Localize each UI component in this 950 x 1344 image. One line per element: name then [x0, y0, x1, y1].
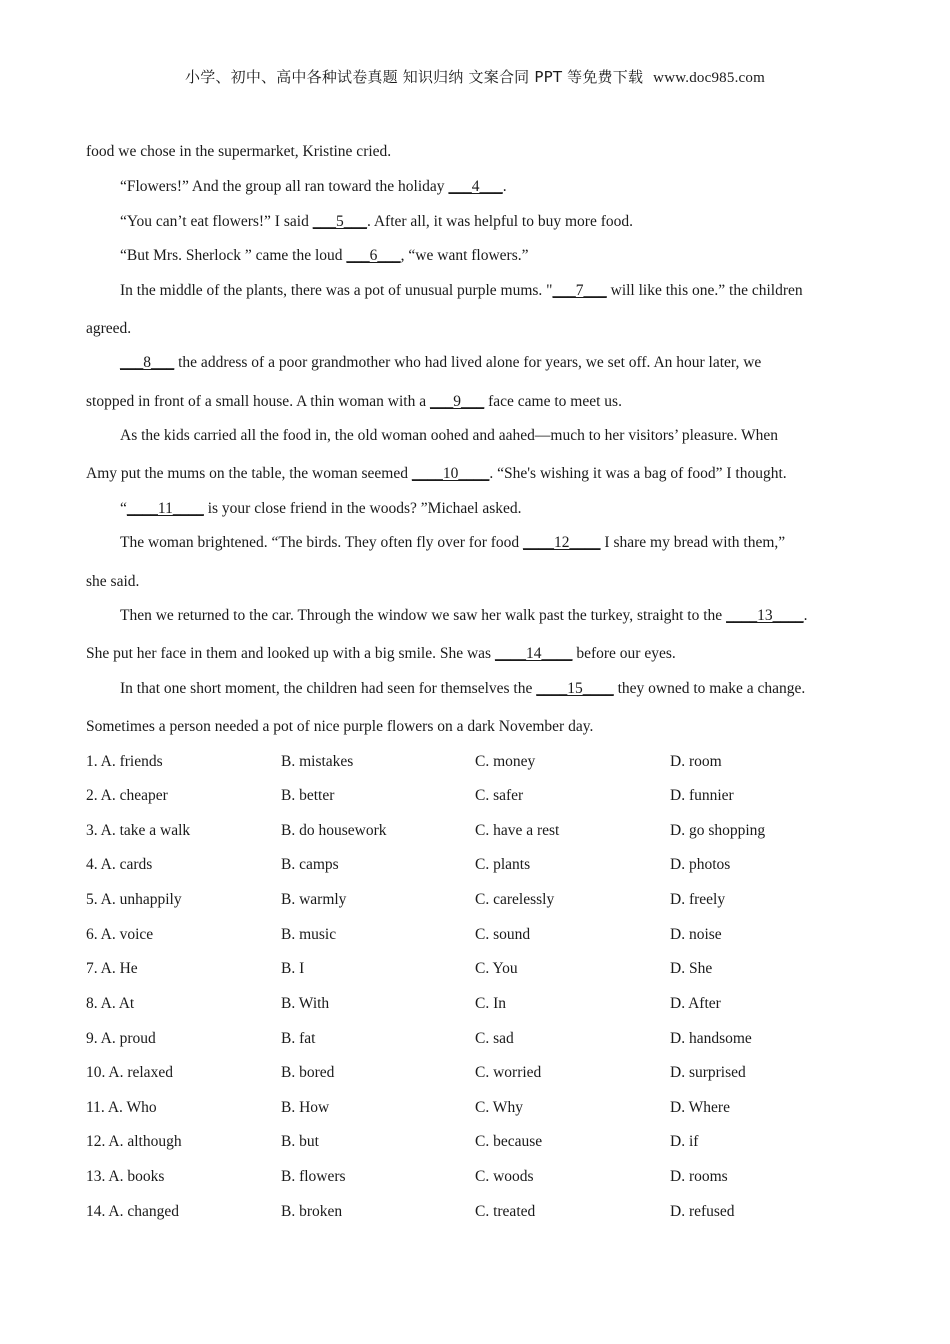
- option-b: B. warmly: [281, 891, 347, 908]
- passage-line-5: In the middle of the plants, there was a pot of unusual purple mums. "___7___ will like this one.” the children: [120, 282, 803, 299]
- blank-12: ____12____: [523, 534, 601, 551]
- option-c: C. worried: [475, 1064, 542, 1081]
- option-c: C. money: [475, 753, 536, 770]
- option-c: C. treated: [475, 1203, 536, 1220]
- blank-9: ___9___: [429, 393, 485, 410]
- option-c: C. plants: [475, 856, 531, 873]
- option-a: 14. A. changed: [86, 1203, 179, 1220]
- option-d: D. photos: [670, 856, 731, 873]
- option-c: C. You: [475, 960, 518, 977]
- option-a: 1. A. friends: [86, 753, 163, 770]
- passage-line-13: she said.: [86, 573, 140, 590]
- option-b: B. but: [281, 1133, 319, 1150]
- option-c: C. sound: [475, 926, 531, 943]
- option-d: D. handsome: [670, 1030, 752, 1047]
- option-b: B. mistakes: [281, 753, 354, 770]
- blank-4: ___4___: [448, 178, 503, 195]
- option-d: D. rooms: [670, 1168, 728, 1185]
- option-c: C. safer: [475, 787, 524, 804]
- passage-line-1: food we chose in the supermarket, Kristine cried.: [86, 143, 392, 160]
- option-b: B. do housework: [281, 822, 387, 839]
- option-d: D. if: [670, 1133, 699, 1150]
- option-c: C. Why: [475, 1099, 523, 1116]
- option-row-9: [86, 1029, 866, 1049]
- option-d: D. funnier: [670, 787, 734, 804]
- option-a: 11. A. Who: [86, 1099, 157, 1116]
- option-c: C. In: [475, 995, 506, 1012]
- option-c: C. sad: [475, 1030, 514, 1047]
- blank-10: ____10____: [411, 465, 490, 482]
- option-c: C. carelessly: [475, 891, 555, 908]
- blank-8: ___8___: [120, 354, 175, 371]
- option-a: 12. A. although: [86, 1133, 182, 1150]
- option-row-4: [86, 855, 866, 875]
- passage-line-2: “Flowers!” And the group all ran toward the holiday ___4___.: [120, 178, 507, 195]
- blank-14: ____14____: [494, 645, 573, 662]
- option-d: D. surprised: [670, 1064, 746, 1081]
- passage-line-17: Sometimes a person needed a pot of nice purple flowers on a dark November day.: [86, 718, 594, 735]
- blank-15: ____15____: [536, 680, 614, 697]
- option-a: 6. A. voice: [86, 926, 154, 943]
- option-row-8: [86, 994, 866, 1014]
- passage-line-8: stopped in front of a small house. A thin woman with a ___9___ face came to meet us.: [86, 393, 622, 410]
- passage-line-15: She put her face in them and looked up with a big smile. She was ____14____ before our eyes.: [86, 645, 676, 662]
- option-b: B. I: [281, 960, 305, 977]
- option-row-12: [86, 1132, 866, 1152]
- option-b: B. camps: [281, 856, 339, 873]
- option-c: C. woods: [475, 1168, 534, 1185]
- option-row-14: [86, 1202, 866, 1222]
- option-d: D. noise: [670, 926, 722, 943]
- passage-line-4: “But Mrs. Sherlock ” came the loud ___6___, “we want flowers.”: [120, 247, 529, 264]
- header-banner: 小学、初中、高中各种试卷真题 知识归纳 文案合同 PPT 等免费下载: [185, 68, 644, 86]
- option-a: 3. A. take a walk: [86, 822, 191, 839]
- option-b: B. fat: [281, 1030, 316, 1047]
- option-row-10: [86, 1063, 866, 1083]
- passage-line-11: “____11____ is your close friend in the woods? ”Michael asked.: [120, 500, 522, 517]
- option-a: 2. A. cheaper: [86, 787, 168, 804]
- option-d: D. freely: [670, 891, 726, 908]
- option-a: 13. A. books: [86, 1168, 165, 1185]
- blank-6: ___6___: [346, 247, 401, 264]
- passage-line-16: In that one short moment, the children had seen for themselves the ____15____ they owned to make a change.: [120, 680, 806, 697]
- option-b: B. better: [281, 787, 335, 804]
- option-a: 4. A. cards: [86, 856, 153, 873]
- option-a: 7. A. He: [86, 960, 138, 977]
- option-b: B. flowers: [281, 1168, 346, 1185]
- option-d: D. She: [670, 960, 713, 977]
- option-d: D. After: [670, 995, 721, 1012]
- option-row-13: [86, 1167, 866, 1187]
- option-d: D. Where: [670, 1099, 730, 1116]
- option-b: B. How: [281, 1099, 330, 1116]
- option-b: B. music: [281, 926, 337, 943]
- blank-11: ____11____: [126, 500, 204, 517]
- blank-13: ____13____: [726, 607, 804, 624]
- option-row-5: [86, 890, 866, 910]
- option-a: 5. A. unhappily: [86, 891, 182, 908]
- option-a: 9. A. proud: [86, 1030, 156, 1047]
- passage-line-14: Then we returned to the car. Through the window we saw her walk past the turkey, straight to the ____13____.: [120, 607, 808, 624]
- option-a: 10. A. relaxed: [86, 1064, 173, 1081]
- option-row-11: [86, 1098, 866, 1118]
- passage-line-12: The woman brightened. “The birds. They often fly over for food ____12____ I share my bread with them,”: [120, 534, 786, 551]
- option-b: B. bored: [281, 1064, 335, 1081]
- option-d: D. refused: [670, 1203, 735, 1220]
- passage-line-6: agreed.: [86, 320, 132, 337]
- passage-line-7: ___8___ the address of a poor grandmother who had lived alone for years, we set off. An hour later, we: [120, 354, 762, 371]
- option-d: D. room: [670, 753, 722, 770]
- page-header: [0, 66, 950, 87]
- option-row-2: [86, 786, 866, 806]
- passage-line-3: “You can’t eat flowers!” I said ___5___. After all, it was helpful to buy more food.: [120, 213, 633, 230]
- passage-line-9: As the kids carried all the food in, the old woman oohed and aahed—much to her visitors’ pleasure. When: [120, 427, 778, 444]
- option-d: D. go shopping: [670, 822, 766, 839]
- option-a: 8. A. At: [86, 995, 135, 1012]
- option-c: C. because: [475, 1133, 543, 1150]
- option-c: C. have a rest: [475, 822, 560, 839]
- header-site-link[interactable]: www.doc985.com: [653, 70, 765, 86]
- option-row-6: [86, 925, 866, 945]
- option-b: B. With: [281, 995, 330, 1012]
- option-row-7: [86, 959, 866, 979]
- passage-line-10: Amy put the mums on the table, the woman seemed ____10____. “She's wishing it was a bag of food” I thought.: [86, 465, 787, 482]
- blank-7: ___7___: [552, 282, 607, 299]
- blank-5: ___5___: [312, 213, 367, 230]
- option-b: B. broken: [281, 1203, 343, 1220]
- option-row-3: [86, 821, 866, 841]
- option-row-1: [86, 752, 866, 772]
